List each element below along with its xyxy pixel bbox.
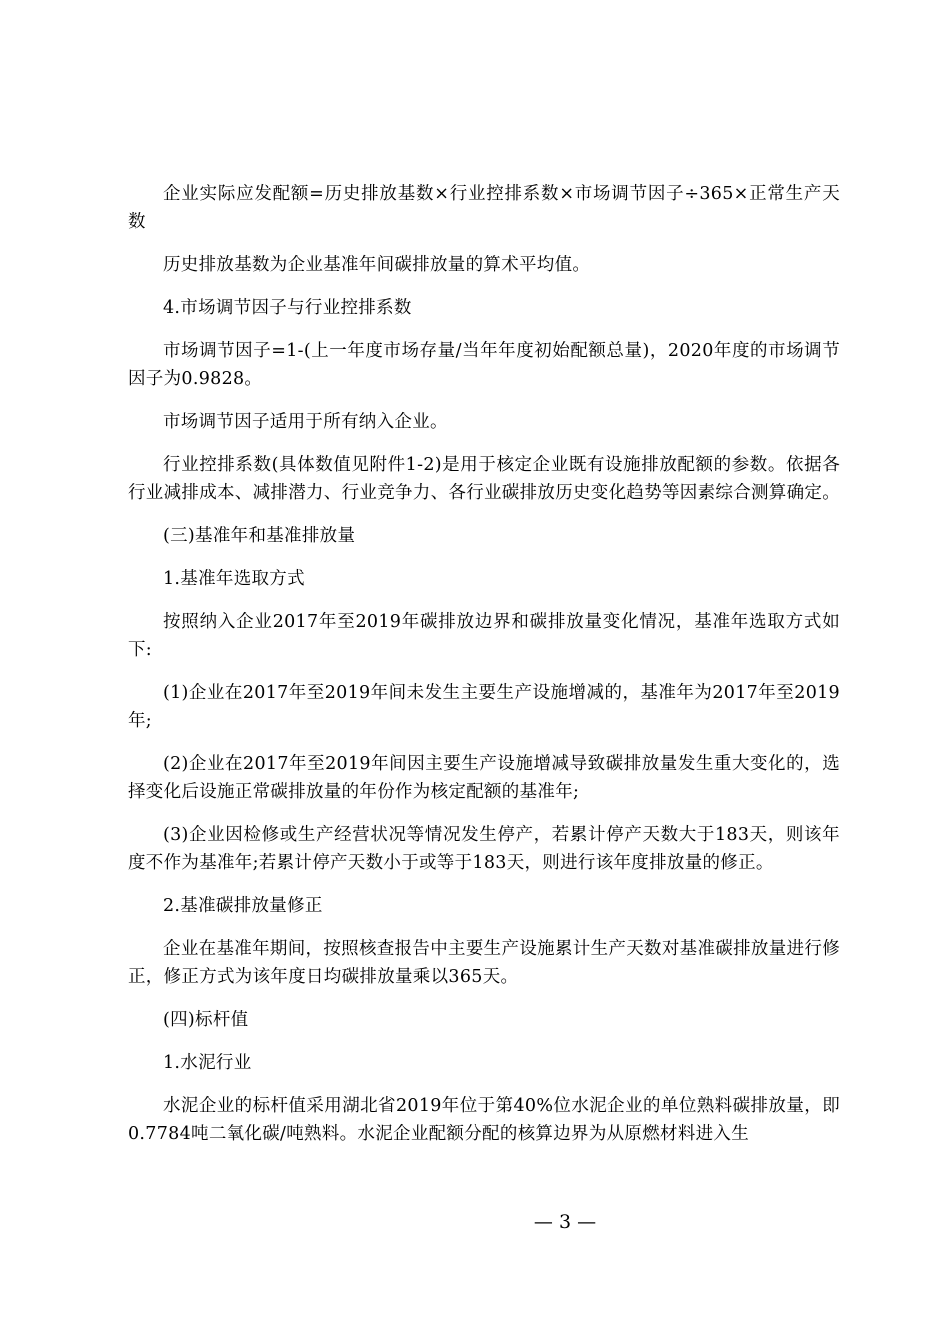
heading-base-emission-correction: 2.基准碳排放量修正 [163,896,323,916]
heading-base-year-selection: 1.基准年选取方式 [163,569,305,589]
heading-benchmark-section: (四)标杆值 [163,1010,249,1030]
paragraph-historical-base: 历史排放基数为企业基准年间碳排放量的算术平均值。 [163,255,591,275]
heading-cement-industry: 1.水泥行业 [163,1053,252,1073]
paragraph-base-year-rule-3: (3)企业因检修或生产经营状况等情况发生停产，若累计停产天数大于183天，则该年度不作为基准年;若累计停产天数小于或等于183天，则进行该年度排放量的修正。 [128,825,840,873]
heading-base-year-section: (三)基准年和基准排放量 [163,526,356,546]
paragraph-base-year-rule-1: (1)企业在2017年至2019年间未发生主要生产设施增减的，基准年为2017年至2019年; [128,683,840,731]
paragraph-control-coefficient: 行业控排系数(具体数值见附件1-2)是用于核定企业既有设施排放配额的参数。依据各行业减排成本、减排潜力、行业竞争力、各行业碳排放历史变化趋势等因素综合测算确定。 [128,455,840,503]
page-number: — 3 — [533,1211,597,1233]
paragraph-market-factor-formula: 市场调节因子=1-(上一年度市场存量/当年年度初始配额总量)，2020年度的市场调节因子为0.9828。 [128,341,840,389]
paragraph-cement-benchmark: 水泥企业的标杆值采用湖北省2019年位于第40%位水泥企业的单位熟料碳排放量，即0.7784吨二氧化碳/吨熟料。水泥企业配额分配的核算边界为从原燃材料进入生 [128,1096,840,1144]
paragraph-correction-method: 企业在基准年期间，按照核查报告中主要生产设施累计生产天数对基准碳排放量进行修正，修正方式为该年度日均碳排放量乘以365天。 [128,939,840,987]
document-body [128,180,840,1163]
paragraph-base-year-rule-2: (2)企业在2017年至2019年间因主要生产设施增减导致碳排放量发生重大变化的，选择变化后设施正常碳排放量的年份作为核定配额的基准年; [128,754,840,802]
paragraph-market-factor-scope: 市场调节因子适用于所有纳入企业。 [163,412,448,432]
paragraph-base-year-intro: 按照纳入企业2017年至2019年碳排放边界和碳排放量变化情况，基准年选取方式如下: [128,612,840,660]
paragraph-allocation-formula: 企业实际应发配额=历史排放基数×行业控排系数×市场调节因子÷365×正常生产天数 [128,184,840,232]
heading-market-factor: 4.市场调节因子与行业控排系数 [163,298,412,318]
